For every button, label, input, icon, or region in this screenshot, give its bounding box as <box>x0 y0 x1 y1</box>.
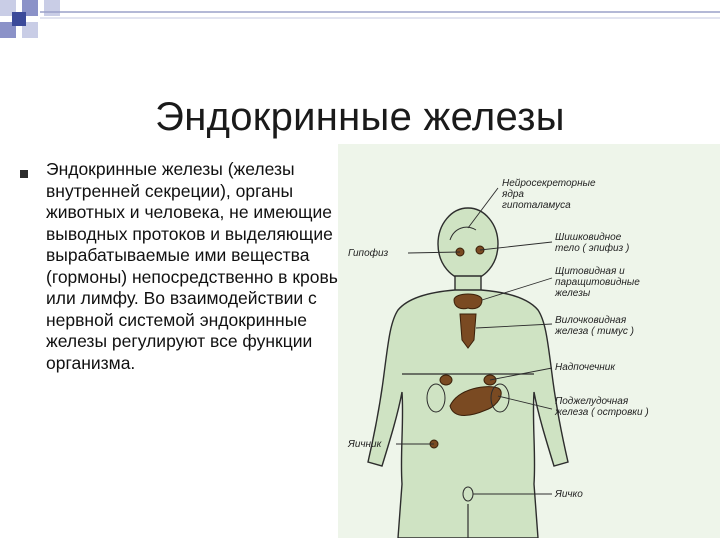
label-testis: Яичко <box>555 489 583 500</box>
label-thyroid-2: паращитовидные <box>555 277 640 288</box>
bullet-text: Эндокринные железы (железы внутренней секреции), органы животных и человека, не имеющие выводных протоков и выделяющие вырабатываемые ими вещества (гормоны) непосредственно в кровь или лимфу. Во взаимодействии с нервной системой эндокринные железы регулируют все функции организма. <box>46 159 338 373</box>
label-pancreas-2: железа ( островки ) <box>555 407 649 418</box>
label-ovary: Яичник <box>348 439 382 450</box>
adrenal-gland-left <box>440 375 452 385</box>
label-thyroid-1: Щитовидная и <box>555 266 625 277</box>
label-adrenal: Надпочечник <box>555 362 616 373</box>
header-decoration <box>0 0 720 48</box>
label-neuro-3: гипоталамуса <box>502 200 571 211</box>
label-thymus-1: Вилочковидная <box>555 315 627 326</box>
bullet-marker <box>20 170 28 178</box>
label-hypophysis: Гипофиз <box>348 248 389 259</box>
testis <box>463 487 473 501</box>
label-pancreas-1: Поджелудочная <box>555 396 629 407</box>
slide-title: Эндокринные железы <box>155 94 565 139</box>
thyroid-gland <box>454 294 482 309</box>
label-pineal-1: Шишковидное <box>555 232 622 243</box>
label-pineal-2: тело ( эпифиз ) <box>555 243 630 254</box>
label-thymus-2: железа ( тимус ) <box>555 326 634 337</box>
endocrine-diagram <box>338 144 720 538</box>
label-neuro-2: ядра <box>502 189 524 200</box>
label-thyroid-3: железы <box>555 288 591 299</box>
endocrine-glands-figure <box>338 144 720 538</box>
label-neuro-1: Нейросекреторные <box>502 178 596 189</box>
